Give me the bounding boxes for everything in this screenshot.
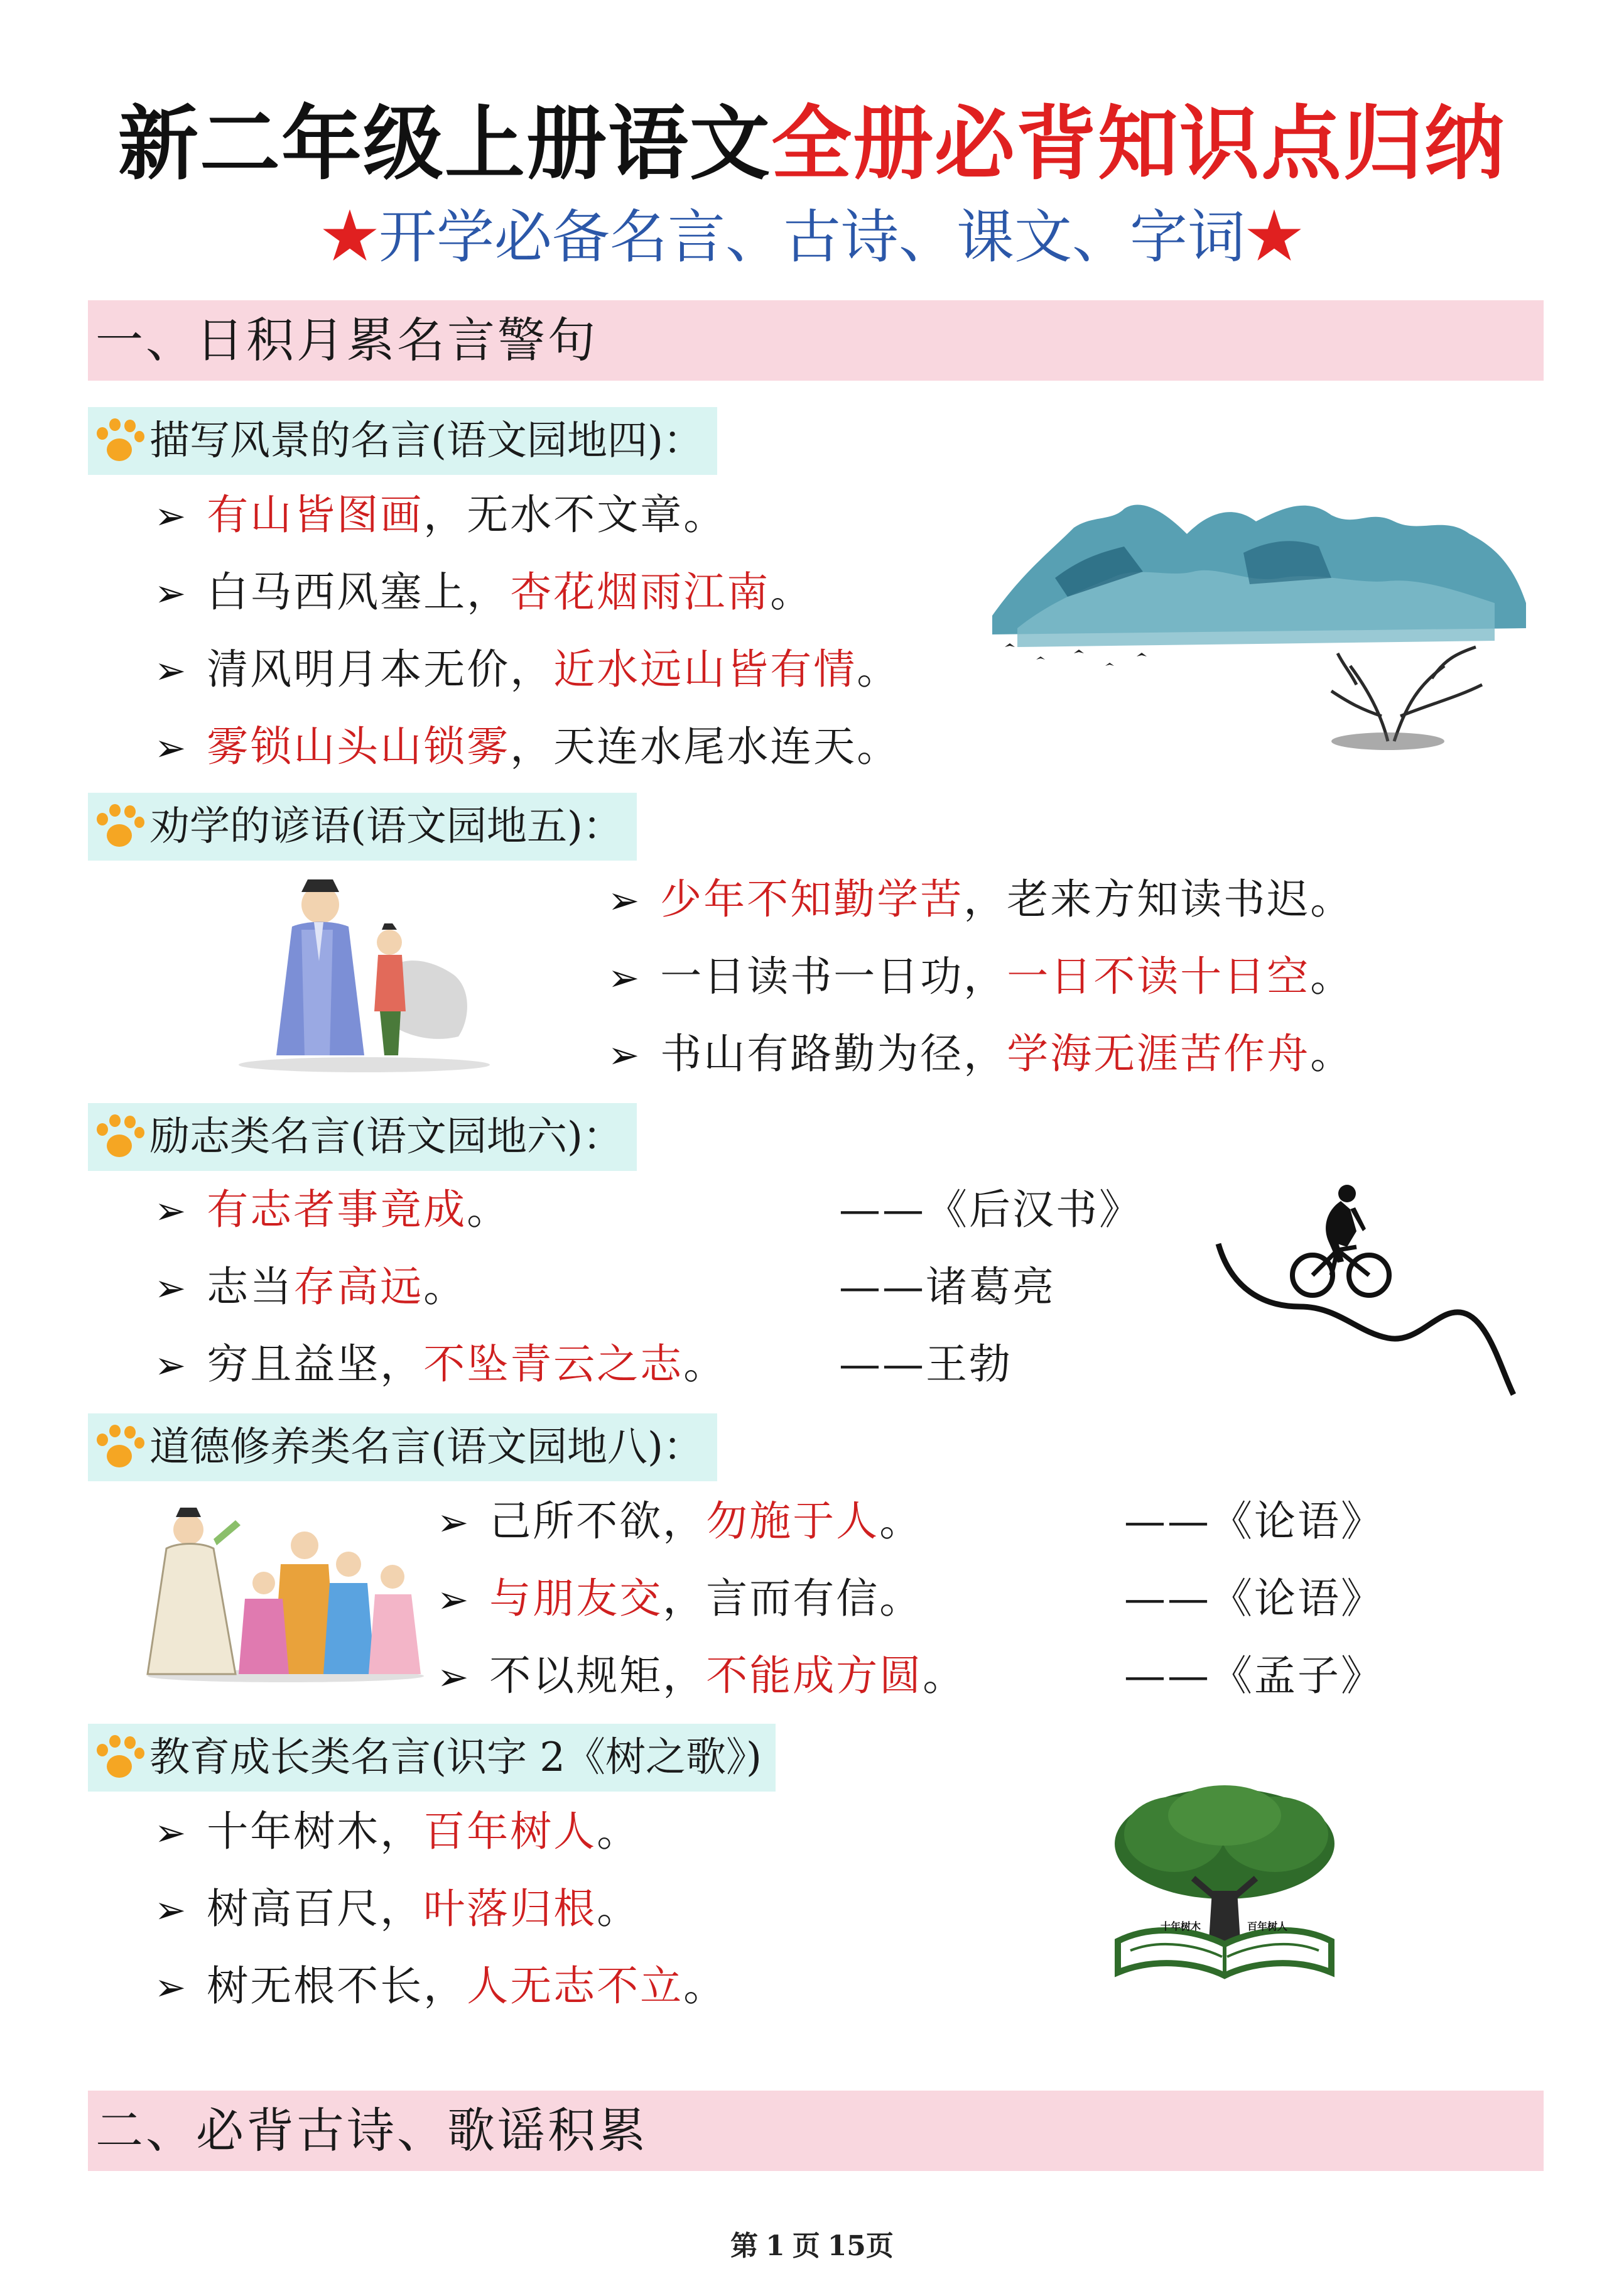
list-item: ➢ 十年树木，百年树人。: [154, 1800, 640, 1864]
page-title: 新二年级上册语文全册必背知识点归纳: [117, 97, 1507, 191]
subheading-growth: 教育成长类名言(识字 2《树之歌》): [88, 1724, 776, 1792]
tree-book-left-label: 十年树木: [1160, 1920, 1201, 1932]
list-item: ➢ 穷且益坚，不坠青云之志。: [154, 1333, 727, 1397]
star-icon: ★: [1245, 204, 1304, 271]
arrow-bullet-icon: ➢: [437, 1501, 471, 1545]
page-subtitle: ★开学必备名言、古诗、课文、字词★: [320, 204, 1304, 271]
quote-source: ——王勃: [839, 1340, 1012, 1388]
arrow-bullet-icon: ➢: [154, 1189, 188, 1233]
list-item: ➢ 树无根不长，人无志不立。: [154, 1955, 727, 2019]
quote-source: ——诸葛亮: [839, 1263, 1056, 1311]
paw-icon: [88, 1109, 146, 1163]
arrow-bullet-icon: ➢: [154, 494, 188, 538]
tree-book-illustration: [1105, 1784, 1344, 1985]
confucius-students-illustration: [141, 1495, 430, 1684]
list-item: ➢ 己所不欲，勿施于人。: [437, 1490, 923, 1554]
page-number: 1: [766, 2230, 785, 2262]
page-footer: 第 1 页 15页: [730, 2230, 894, 2262]
list-item: ➢ 不以规矩，不能成方圆。: [437, 1645, 966, 1709]
list-item: ➢ 志当存高远。: [154, 1256, 467, 1320]
subheading-ambition: 励志类名言(语文园地六)：: [88, 1103, 637, 1171]
list-item: ➢ 雾锁山头山锁雾，天连水尾水连天。: [154, 715, 900, 780]
list-item: ➢ 树高百尺，叶落归根。: [154, 1878, 640, 1942]
quote-source: ——《论语》: [1124, 1497, 1384, 1545]
arrow-bullet-icon: ➢: [608, 956, 642, 1000]
arrow-bullet-icon: ➢: [154, 649, 188, 693]
teacher-student-illustration: [220, 867, 509, 1074]
list-item: ➢ 书山有路勤为径，学海无涯苦作舟。: [608, 1023, 1353, 1087]
section-heading-proverbs: 一、日积月累名言警句: [88, 300, 1544, 381]
arrow-bullet-icon: ➢: [154, 1811, 188, 1855]
tree-book-right-label: 百年树人: [1247, 1920, 1288, 1932]
quote-source: ——《孟子》: [1124, 1651, 1384, 1700]
arrow-bullet-icon: ➢: [154, 1266, 188, 1310]
paw-icon: [88, 1730, 146, 1784]
arrow-bullet-icon: ➢: [154, 1966, 188, 2010]
section-heading-poems: 二、必背古诗、歌谣积累: [88, 2091, 1544, 2171]
paw-icon: [88, 799, 146, 853]
arrow-bullet-icon: ➢: [154, 726, 188, 770]
page-total: 15页: [827, 2230, 894, 2262]
list-item: ➢ 有山皆图画，无水不文章。: [154, 484, 727, 548]
paw-icon: [88, 1420, 146, 1474]
quote-source: ——《后汉书》: [839, 1185, 1142, 1234]
arrow-bullet-icon: ➢: [608, 879, 642, 923]
list-item: ➢ 清风明月本无价，近水远山皆有情。: [154, 638, 900, 702]
quote-source: ——《论语》: [1124, 1574, 1384, 1623]
star-icon: ★: [320, 204, 379, 271]
arrow-bullet-icon: ➢: [437, 1655, 471, 1699]
arrow-bullet-icon: ➢: [437, 1578, 471, 1622]
arrow-bullet-icon: ➢: [154, 572, 188, 616]
paw-icon: [88, 413, 146, 467]
list-item: ➢ 白马西风塞上，杏花烟雨江南。: [154, 561, 813, 625]
subheading-scenery: 描写风景的名言(语文园地四)：: [88, 407, 717, 475]
subheading-study: 劝学的谚语(语文园地五)：: [88, 793, 637, 861]
cyclist-silhouette-illustration: [1212, 1181, 1520, 1407]
mountain-landscape-illustration: [980, 477, 1532, 754]
list-item: ➢ 有志者事竟成。: [154, 1178, 510, 1243]
list-item: ➢ 一日读书一日功，一日不读十日空。: [608, 945, 1353, 1009]
subheading-morality: 道德修养类名言(语文园地八)：: [88, 1413, 717, 1481]
arrow-bullet-icon: ➢: [608, 1033, 642, 1077]
arrow-bullet-icon: ➢: [154, 1888, 188, 1932]
arrow-bullet-icon: ➢: [154, 1344, 188, 1388]
list-item: ➢ 与朋友交，言而有信。: [437, 1567, 923, 1631]
list-item: ➢ 少年不知勤学苦，老来方知读书迟。: [608, 868, 1353, 932]
